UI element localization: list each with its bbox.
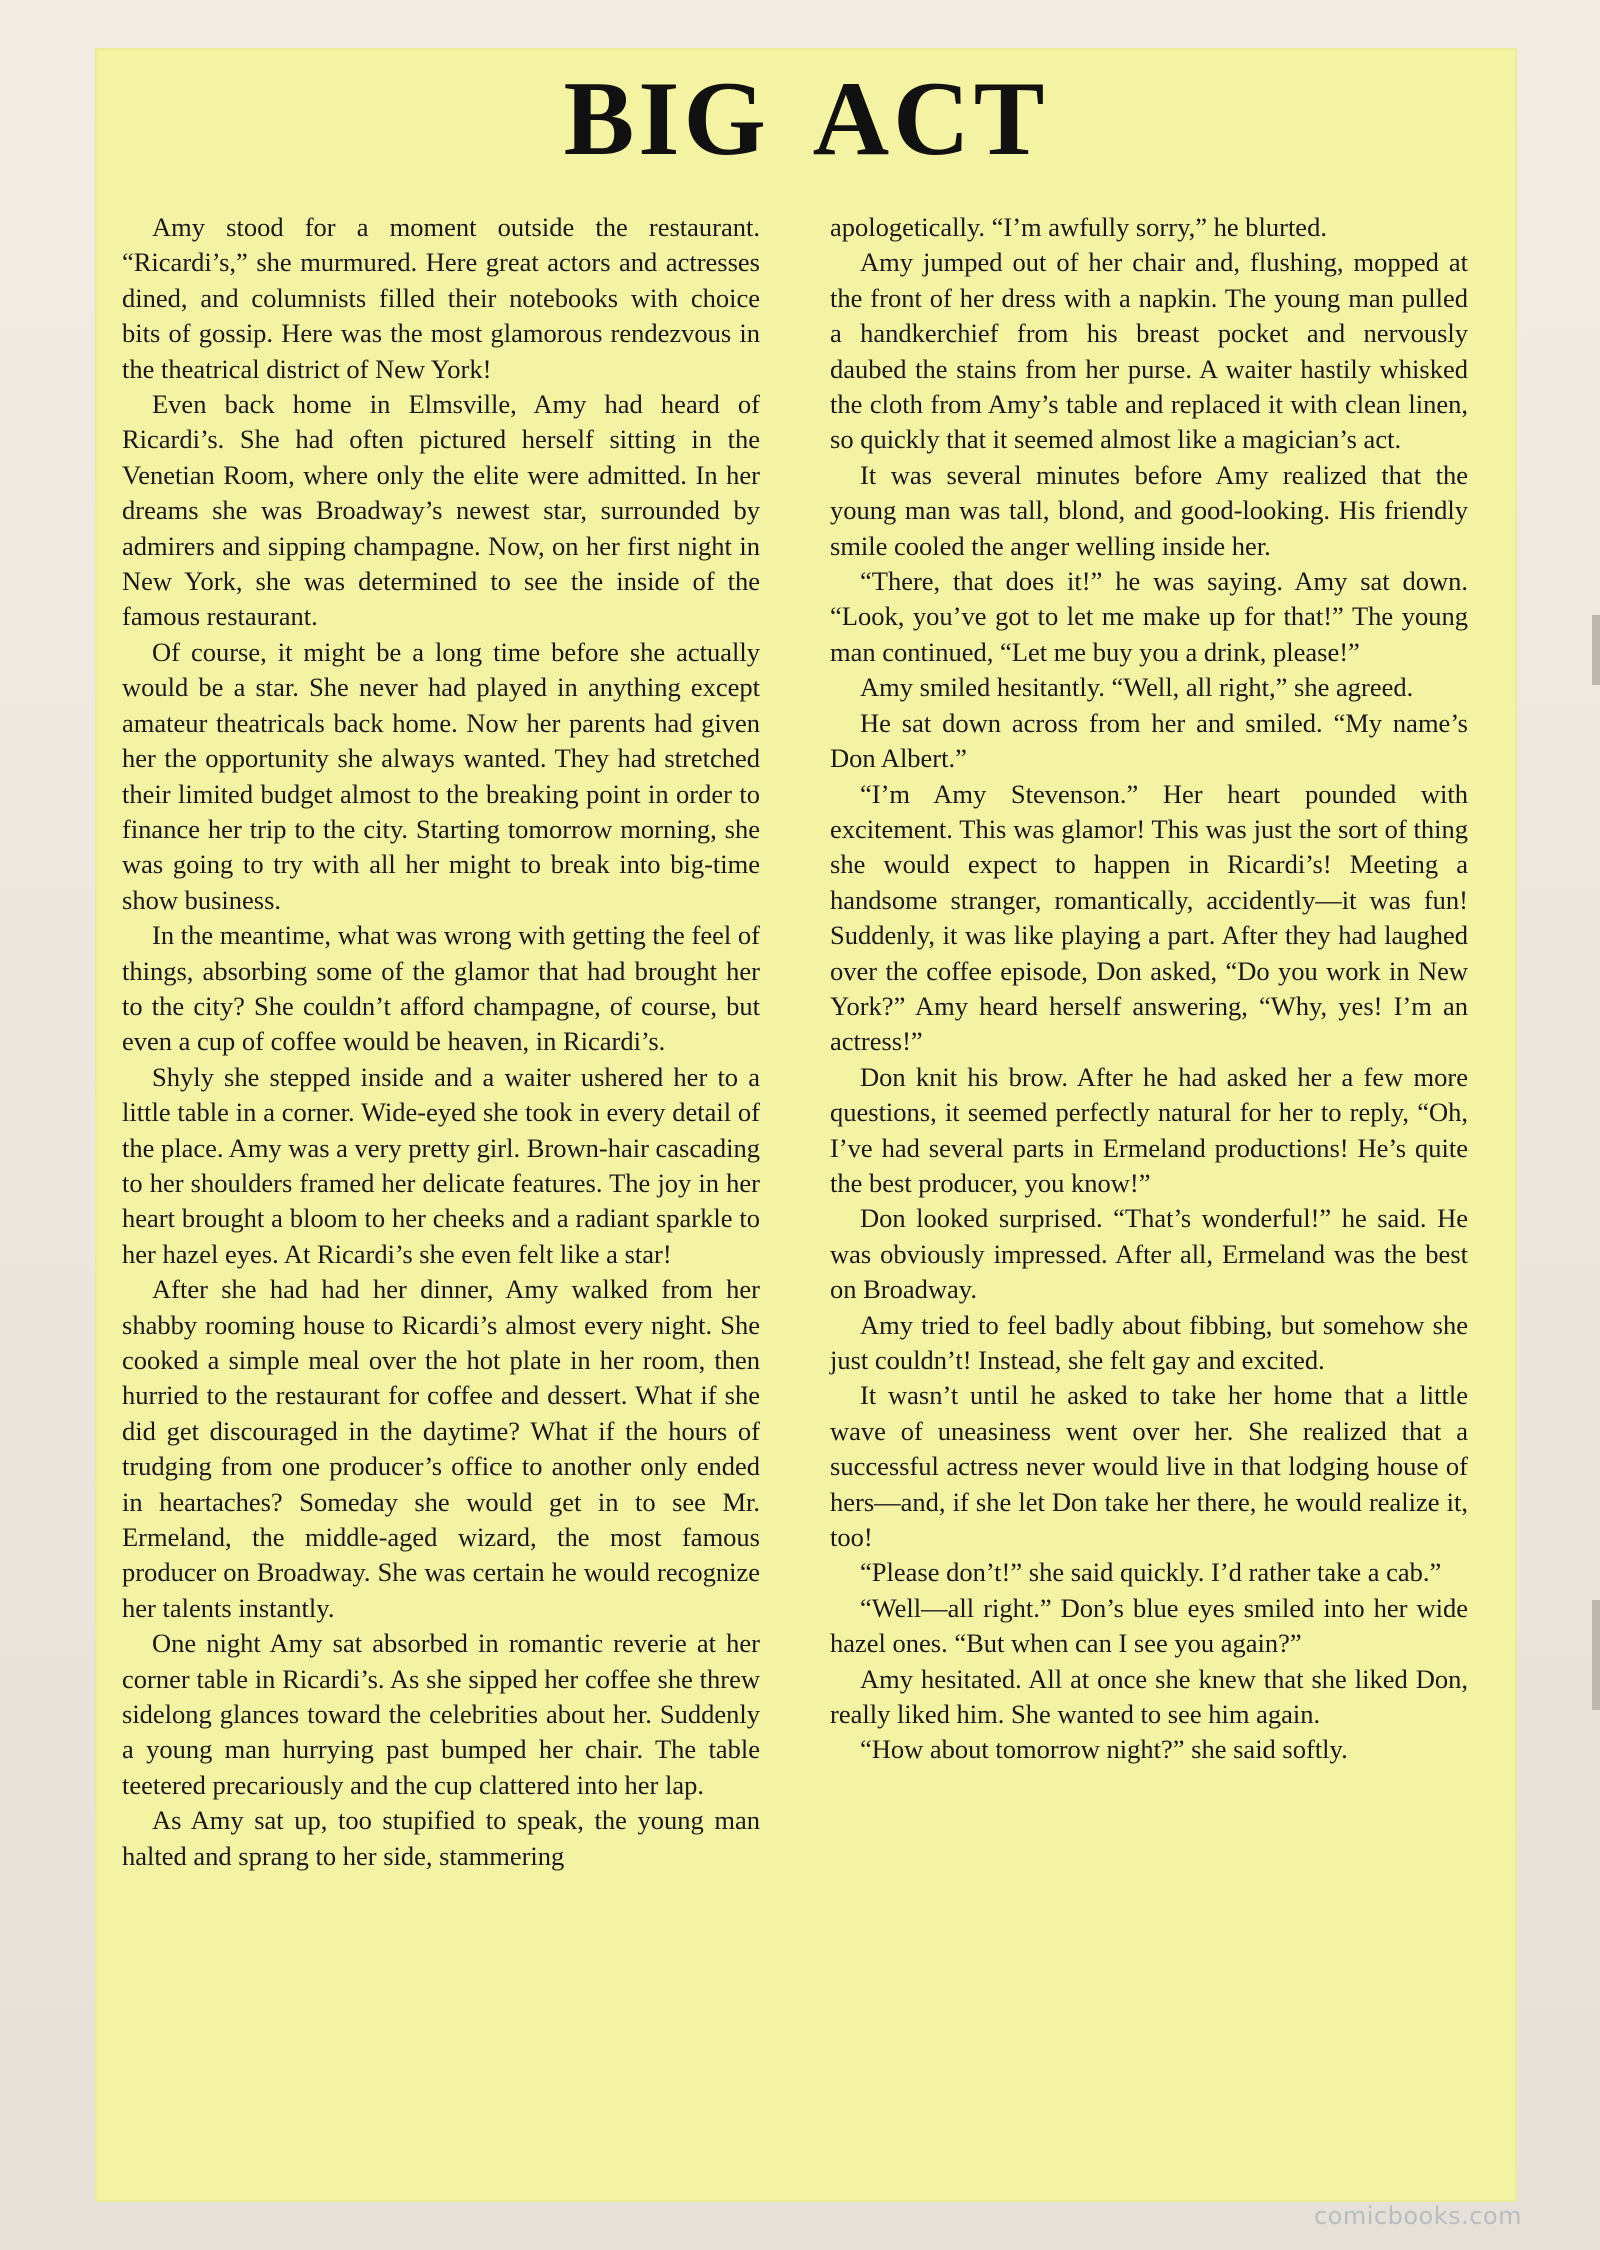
paragraph: “How about tomorrow night?” she said softly. xyxy=(860,1734,1348,1765)
paragraph: Even back home in Elmsville, Amy had heard of Ricardi’s. She had often pictured herself sitting in the Venetian Room, where only the elite were admitted. In her dreams she was Broadway’s newest star, surrounded by admirers and sipping champagne. Now, on her first night in New York, she was determined to see the inside of the famous restaurant. xyxy=(122,389,760,632)
right-column xyxy=(830,210,1468,1768)
paragraph: Don looked surprised. “That’s wonderful!” he said. He was obviously impressed. After all, Ermeland was the best on Broadway. xyxy=(830,1203,1468,1305)
paragraph-continued: apologetically. “I’m awfully sorry,” he blurted. xyxy=(830,212,1327,242)
site-watermark: comicbooks.com xyxy=(1313,2202,1522,2230)
paragraph: “Please don’t!” she said quickly. I’d rather take a cab.” xyxy=(860,1557,1442,1588)
paragraph: As Amy sat up, too stupified to speak, the young man halted and sprang to her side, stammering xyxy=(122,1805,760,1871)
page-edge-tab xyxy=(1592,615,1600,685)
paragraph: Shyly she stepped inside and a waiter ushered her to a little table in a corner. Wide-eyed she took in every detail of the place. Amy was a very pretty girl. Brown-hair cascading to her shoulders framed her delicate features. The joy in her heart brought a bloom to her cheeks and a radiant sparkle to her hazel eyes. At Ricardi’s she even felt like a star! xyxy=(122,1061,760,1269)
paragraph: “Well—all right.” Don’s blue eyes smiled into her wide hazel ones. “But when can I see you again?” xyxy=(830,1592,1468,1659)
paragraph: “There, that does it!” he was saying. Amy sat down. “Look, you’ve got to let me make up for that!” The young man continued, “Let me buy you a drink, please!” xyxy=(830,566,1468,667)
paragraph: One night Amy sat absorbed in romantic reverie at her corner table in Ricardi’s. As she sipped her coffee she threw sidelong glances toward the celebrities about her. Suddenly a young man hurrying past bumped her chair. The table teetered precariously and the cup clattered into her lap. xyxy=(122,1628,760,1800)
paragraph: Of course, it might be a long time before she actually would be a star. She never had played in anything except amateur theatricals back home. Now her parents had given her the opportunity she always wanted. They had stretched their limited budget almost to the breaking point in order to finance her trip to the city. Starting tomorrow morning, she was going to try with all her might to break into big-time show business. xyxy=(122,636,760,915)
paragraph: Amy tried to feel badly about fibbing, but somehow she just couldn’t! Instead, she felt gay and excited. xyxy=(830,1309,1468,1375)
paragraph: He sat down across from her and smiled. “My name’s Don Albert.” xyxy=(830,707,1468,774)
paragraph: Don knit his brow. After he had asked her a few more questions, it seemed perfectly natural for her to reply, “Oh, I’ve had several parts in Ermeland productions! He’s quite the best producer, you know!” xyxy=(830,1061,1468,1198)
paragraph: In the meantime, what was wrong with getting the feel of things, absorbing some of the glamor that had brought her to the city? She couldn’t afford champagne, of course, but even a cup of coffee would be heaven, in Ricardi’s. xyxy=(122,920,760,1057)
paragraph: Amy jumped out of her chair and, flushing, mopped at the front of her dress with a napkin. The young man pulled a handkerchief from his breast pocket and nervously daubed the stains from her purse. A waiter hastily whisked the cloth from Amy’s table and replaced it with clean linen, so quickly that it seemed almost like a magician’s act. xyxy=(830,247,1468,455)
story-title: BIG ACT xyxy=(563,60,1049,177)
paragraph: It wasn’t until he asked to take her home that a little wave of uneasiness went over her. She realized that a successful actress never would live in that lodging house of hers—and, if she let Don take her there, he would realize it, too! xyxy=(830,1380,1468,1553)
paragraph: Amy smiled hesitantly. “Well, all right,” she agreed. xyxy=(860,672,1414,703)
paragraph: After she had had her dinner, Amy walked from her shabby rooming house to Ricardi’s almost every night. She cooked a simple meal over the hot plate in her room, then hurried to the restaurant for coffee and dessert. What if she did get discouraged in the daytime? What if the hours of trudging from one producer’s office to another only ended in heartaches? Someday she would get in to see Mr. Ermeland, the middle-aged wizard, the most famous producer on Broadway. She was certain he would recognize her talents instantly. xyxy=(122,1274,760,1623)
paragraph: Amy hesitated. All at once she knew that she liked Don, really liked him. She wanted to see him again. xyxy=(830,1663,1468,1730)
paragraph: “I’m Amy Stevenson.” Her heart pounded with excitement. This was glamor! This was just the sort of thing she would expect to happen in Ricardi’s! Meeting a handsome stranger, romantically, accidently—it was fun! Suddenly, it was like playing a part. After they had laughed over the coffee episode, Don asked, “Do you work in New York?” Amy heard herself answering, “Why, yes! I’m an actress!” xyxy=(830,778,1468,1057)
page-edge-tab xyxy=(1592,1600,1600,1710)
left-column xyxy=(122,210,760,1874)
paragraph: It was several minutes before Amy realized that the young man was tall, blond, and good-looking. His friendly smile cooled the anger welling inside her. xyxy=(830,459,1468,561)
paragraph: Amy stood for a moment outside the restaurant. “Ricardi’s,” she murmured. Here great actors and actresses dined, and columnists filled their notebooks with choice bits of gossip. Here was the most glamorous rendezvous in the theatrical district of New York! xyxy=(122,212,760,384)
